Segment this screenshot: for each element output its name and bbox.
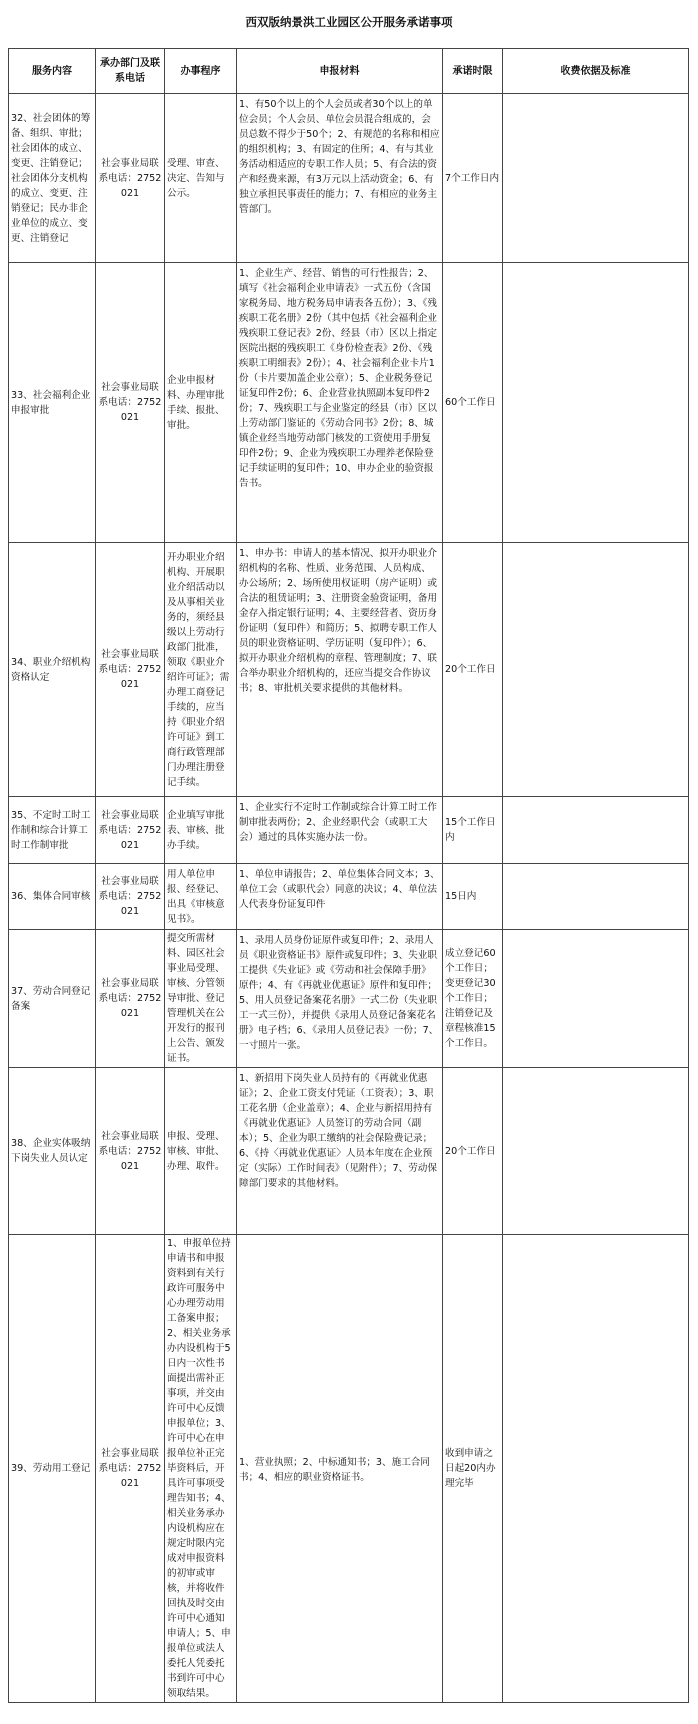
table-header-row (9, 49, 689, 94)
materials-cell: 1、企业生产、经营、销售的可行性报告；2、填写《社会福利企业申请表》一式五份（含国家税务局、地方税务局申请表各五份）；3、《残疾职工花名册》2份（其中包括《社会福利企业残疾职工登记表》2份、经县（市）区以上指定医院出据的残疾职工《身份检查表》2份、《残疾职工明细表》2份）；4、社会福利企业卡片1份（卡片要加盖企业公章）；5、企业税务登记证复印件2份；6、企业营业执照副本复印件2份；7、残疾职工与企业鉴定的经县（市）区以上劳动部门鉴证的《劳动合同书》2份；8、城镇企业经当地劳动部门核发的工资使用手册复印件2份；9、企业为残疾职工办理养老保险登记手续证明的复印件；10、申办企业的验资报告书。 (237, 263, 443, 543)
table-row (9, 94, 689, 263)
procedure-cell: 提交所需材料、园区社会事业局受理、审核、分管领导审批、登记管理机关在公开发行的报刊上公告、颁发证书。 (165, 930, 237, 1068)
materials-cell: 1、企业实行不定时工作制或综合计算工时工作制审批表两份；2、企业经职代会（或职工大会）通过的具体实施办法一份。 (237, 797, 443, 864)
table-row (9, 1068, 689, 1235)
materials-cell: 1、申办书：申请人的基本情况、拟开办职业介绍机构的名称、性质、业务范围、人员构成、办公场所；2、场所使用权证明（房产证明）或合法的租赁证明；3、注册资金验资证明，备用金存入指定银行证明；4、主要经营者、资历身份证明（复印件）和简历；5、拟聘专职工作人员的职业资格证明、学历证明（复印件）；6、拟开办职业介绍机构的章程、管理制度；7、联合举办职业介绍机构的，还应当提交合作协议书；8、审批机关要求提供的其他材料。 (237, 543, 443, 797)
dept-cell: 社会事业局联系电话：2752021 (96, 864, 165, 930)
service-cell: 33、社会福利企业申报审批 (9, 263, 96, 543)
time-cell: 20个工作日 (443, 1068, 503, 1235)
materials-cell: 1、营业执照；2、中标通知书；3、施工合同书；4、相应的职业资格证书。 (237, 1235, 443, 1703)
fee-cell (503, 797, 689, 864)
service-cell: 36、集体合同审核 (9, 864, 96, 930)
procedure-cell: 1、申报单位持申请书和申报资料到有关行政许可服务中心办理劳动用工备案申报；2、相关业务承办内设机构于5日内一次性书面提出需补正事项，并交由许可中心反馈申报单位；3、许可中心在申报单位补正完毕资料后，开具许可事项受理告知书；4、相关业务承办内设机构应在规定时限内完成对申报资料的初审或审核，并将收件回执及时交由许可中心通知申请人；5、申报单位或法人委托人凭委托书到许可中心领取结果。 (165, 1235, 237, 1703)
dept-cell: 社会事业局联系电话：2752021 (96, 1068, 165, 1235)
header-dept: 承办部门及联系电话 (96, 49, 165, 94)
table-row (9, 864, 689, 930)
dept-cell: 社会事业局联系电话：2752021 (96, 94, 165, 263)
service-cell: 34、职业介绍机构资格认定 (9, 543, 96, 797)
service-commitment-table (8, 48, 689, 1703)
procedure-cell: 申报、受理、审核、审批、办理、取件。 (165, 1068, 237, 1235)
header-materials: 申报材料 (237, 49, 443, 94)
procedure-cell: 用人单位申报、经登记、出具《审核意见书》。 (165, 864, 237, 930)
fee-cell (503, 930, 689, 1068)
procedure-cell: 企业申报材料、办理审批手续、报批、审批。 (165, 263, 237, 543)
fee-cell (503, 1068, 689, 1235)
materials-cell: 1、有50个以上的个人会员或者30个以上的单位会员；个人会员、单位会员混合组成的，会员总数不得少于50个；2、有规范的名称和相应的组织机构；3、有固定的住所；4、有与其业务活动相适应的专职工作人员；5、有合法的资产和经费来源，有3万元以上活动资金；6、有独立承担民事责任的能力；7、有相应的业务主管部门。 (237, 94, 443, 263)
time-cell: 成立登记60个工作日；变更登记30个工作日；注销登记及章程核准15个工作日。 (443, 930, 503, 1068)
header-fee: 收费依据及标准 (503, 49, 689, 94)
fee-cell (503, 543, 689, 797)
document-title: 西双版纳景洪工业园区公开服务承诺事项 (245, 15, 453, 29)
table-row (9, 263, 689, 543)
dept-cell: 社会事业局联系电话：2752021 (96, 263, 165, 543)
dept-cell: 社会事业局联系电话：2752021 (96, 930, 165, 1068)
dept-cell: 社会事业局联系电话：2752021 (96, 1235, 165, 1703)
fee-cell (503, 864, 689, 930)
procedure-cell: 受理、审查、决定、告知与公示。 (165, 94, 237, 263)
fee-cell (503, 263, 689, 543)
materials-cell: 1、录用人员身份证原件或复印件；2、录用人员《职业资格证书》原件或复印件；3、失业职工提供《失业证》或《劳动和社会保障手册》原件；4、有《再就业优惠证》原件和复印件；5、用人员登记备案花名册》一式二份（失业职工一式三份），并提供《录用人员登记备案花名册》电子档；6、《录用人员登记表》一份；7、一寸照片一张。 (237, 930, 443, 1068)
time-cell: 20个工作日 (443, 543, 503, 797)
procedure-cell: 企业填写审批表、审核、批办手续。 (165, 797, 237, 864)
table-row (9, 797, 689, 864)
table-row (9, 1235, 689, 1703)
service-cell: 35、不定时工时工作制和综合计算工时工作制审批 (9, 797, 96, 864)
procedure-cell: 开办职业介绍机构、开展职业介绍活动以及从事相关业务的，须经县级以上劳动行政部门批准，领取《职业介绍许可证》；需办理工商登记手续的，应当持《职业介绍许可证》到工商行政管理部门办理注册登记手续。 (165, 543, 237, 797)
materials-cell: 1、新招用下岗失业人员持有的《再就业优惠证》；2、企业工资支付凭证（工资表）；3、职工花名册（企业盖章）；4、企业与新招用持有《再就业优惠证》人员签订的劳动合同（副本）；5、企业为职工缴纳的社会保险费记录；6、《持〈再就业优惠证〉人员本年度在企业预定（实际）工作时间表》（见附件）；7、劳动保障部门要求的其他材料。 (237, 1068, 443, 1235)
fee-cell (503, 94, 689, 263)
time-cell: 15日内 (443, 864, 503, 930)
service-cell: 32、社会团体的筹备、组织、审批；社会团体的成立、变更、注销登记；社会团体分支机构的成立、变更、注销登记；民办非企业单位的成立、变更、注销登记 (9, 94, 96, 263)
header-time: 承诺时限 (443, 49, 503, 94)
time-cell: 60个工作日 (443, 263, 503, 543)
table-row (9, 543, 689, 797)
service-cell: 37、劳动合同登记备案 (9, 930, 96, 1068)
time-cell: 7个工作日内 (443, 94, 503, 263)
header-procedure: 办事程序 (165, 49, 237, 94)
materials-cell: 1、单位申请报告；2、单位集体合同文本；3、单位工会（或职代会）同意的决议；4、单位法人代表身份证复印件 (237, 864, 443, 930)
dept-cell: 社会事业局联系电话：2752021 (96, 797, 165, 864)
dept-cell: 社会事业局联系电话：2752021 (96, 543, 165, 797)
time-cell: 收到申请之日起20内办理完毕 (443, 1235, 503, 1703)
time-cell: 15个工作日内 (443, 797, 503, 864)
header-service: 服务内容 (9, 49, 96, 94)
service-cell: 39、劳动用工登记 (9, 1235, 96, 1703)
fee-cell (503, 1235, 689, 1703)
table-row (9, 930, 689, 1068)
service-cell: 38、企业实体吸纳下岗失业人员认定 (9, 1068, 96, 1235)
